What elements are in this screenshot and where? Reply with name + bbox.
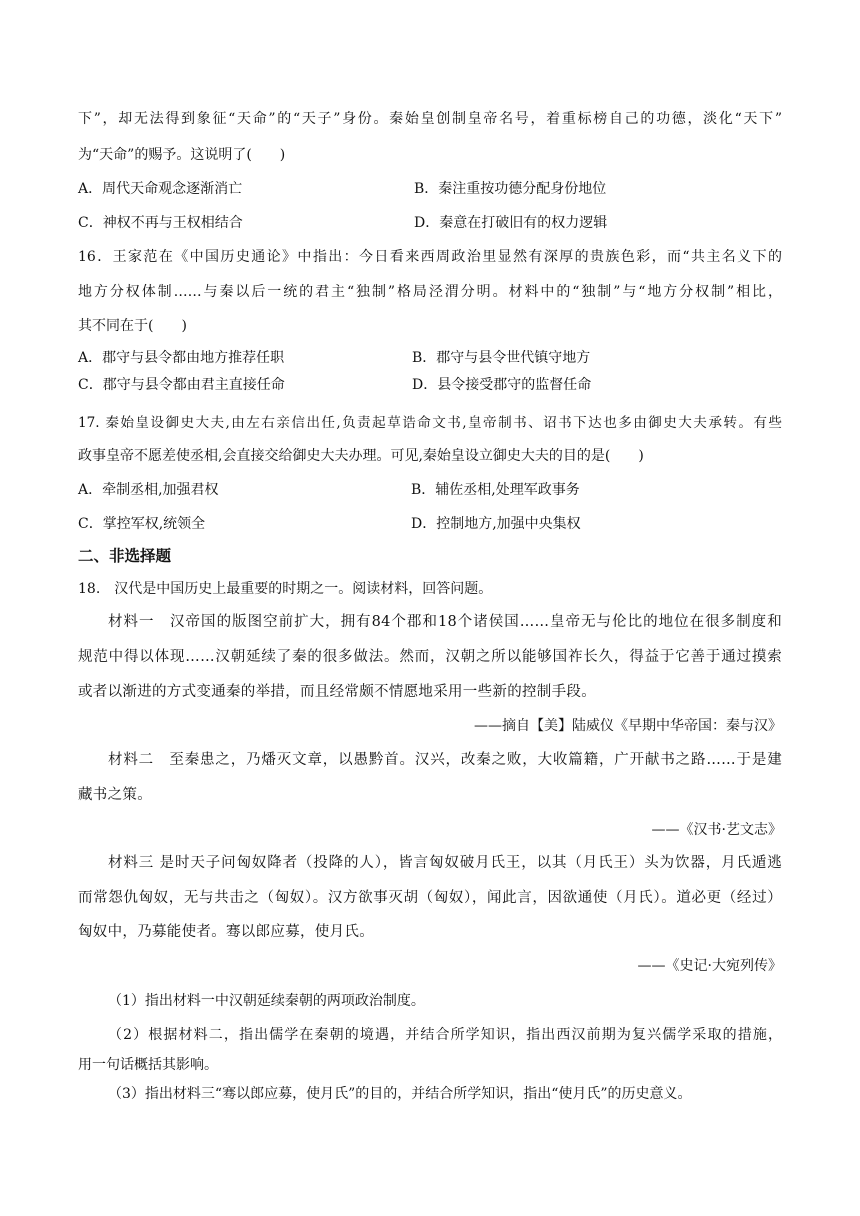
q17-stem-line2: 政事皇帝不愿差使丞相,会直接交给御史大夫办理。可见,秦始皇设立御史大夫的目的是( ): [78, 448, 644, 464]
q16-option-a: A．郡守与县令都由地方推荐任职: [78, 350, 285, 366]
q15-option-c: C．神权不再与王权相结合: [78, 215, 243, 231]
q18-subquestion-1: （1）指出材料一中汉朝延续秦朝的两项政治制度。: [108, 993, 425, 1009]
q16-stem-line3: 其不同在于( ): [78, 318, 187, 334]
q18-intro: 18. 汉代是中国历史上最重要的时期之一。阅读材料，回答问题。: [78, 581, 493, 597]
q18-material1-source: ——摘自【美】陆威仪《早期中华帝国：秦与汉》: [474, 718, 782, 734]
q18-subquestion-3: （3）指出材料三“骞以郎应募，使月氏”的目的，并结合所学知识，指出“使月氏”的历史意义。: [108, 1086, 692, 1102]
q17-option-a: A．牵制丞相,加强君权: [78, 482, 219, 498]
q16-stem-line1: 16．王家范在《中国历史通论》中指出：今日看来西周政治里显然有深厚的贵族色彩，而“共主名义下的: [78, 249, 782, 265]
q18-subquestion-2-line2: 用一句话概括其影响。: [78, 1057, 218, 1073]
q18-material1-line1: 材料一 汉帝国的版图空前扩大，拥有84个郡和18个诸侯国……皇帝无与伦比的地位在很多制度和: [108, 614, 782, 630]
q17-option-b: B．辅佐丞相,处理军政事务: [411, 482, 580, 498]
q15-stem-line2: 为“天命”的赐予。这说明了( ): [78, 147, 286, 163]
q16-option-c: C．郡守与县令都由君主直接任命: [78, 377, 285, 393]
q15-option-a: A．周代天命观念逐渐消亡: [78, 181, 243, 197]
q16-stem-line2: 地方分权体制……与秦以后一统的君主“独制”格局泾渭分明。材料中的“独制”与“地方分权制”相比，: [78, 284, 782, 300]
q18-material2-line1: 材料二 至秦患之，乃燔灭文章，以愚黔首。汉兴，改秦之败，大收篇籍，广开献书之路……于是建: [108, 752, 782, 768]
q18-material1-line3: 或者以渐进的方式变通秦的举措，而且经常颇不情愿地采用一些新的控制手段。: [78, 684, 596, 700]
q15-option-b: B．秦注重按功德分配身份地位: [414, 181, 607, 197]
q16-option-b: B．郡守与县令世代镇守地方: [412, 350, 591, 366]
q18-material2-source: ——《汉书·艺文志》: [651, 822, 782, 838]
q18-material3-line1: 材料三 是时天子问匈奴降者（投降的人），皆言匈奴破月氏王，以其（月氏王）头为饮器，月氏遁逃: [108, 855, 782, 871]
q18-material1-line2: 规范中得以体现……汉朝延续了秦的很多做法。然而，汉朝之所以能够国祚长久，得益于它善于通过摸索: [78, 649, 782, 665]
q17-option-c: C．掌控军权,统领全: [78, 516, 206, 532]
q18-material3-line3: 匈奴中，乃募能使者。骞以郎应募，使月氏。: [78, 924, 374, 940]
q16-option-d: D．县令接受郡守的监督任命: [412, 377, 592, 393]
q17-stem-line1: 17. 秦始皇设御史大夫,由左右亲信出任,负责起草诰命文书,皇帝制书、诏书下达也多由御史大夫承转。有些: [78, 415, 782, 431]
q18-material2-line2: 藏书之策。: [78, 787, 152, 803]
section-heading: 二、非选择题: [78, 547, 172, 565]
q15-option-d: D．秦意在打破旧有的权力逻辑: [414, 215, 608, 231]
q18-subquestion-2-line1: （2）根据材料二，指出儒学在秦朝的境遇，并结合所学知识，指出西汉前期为复兴儒学采取的措施，: [108, 1027, 782, 1043]
q17-option-d: D．控制地方,加强中央集权: [411, 516, 581, 532]
q18-material3-line2: 而常怨仇匈奴，无与共击之（匈奴）。汉方欲事灭胡（匈奴），闻此言，因欲通使（月氏）。道必更（经过）: [78, 890, 782, 906]
q15-stem-line1: 下”，却无法得到象征“天命”的“天子”身份。秦始皇创制皇帝名号，着重标榜自己的功德，淡化“天下”: [78, 111, 782, 127]
q18-material3-source: ——《史记·大宛列传》: [637, 958, 782, 974]
